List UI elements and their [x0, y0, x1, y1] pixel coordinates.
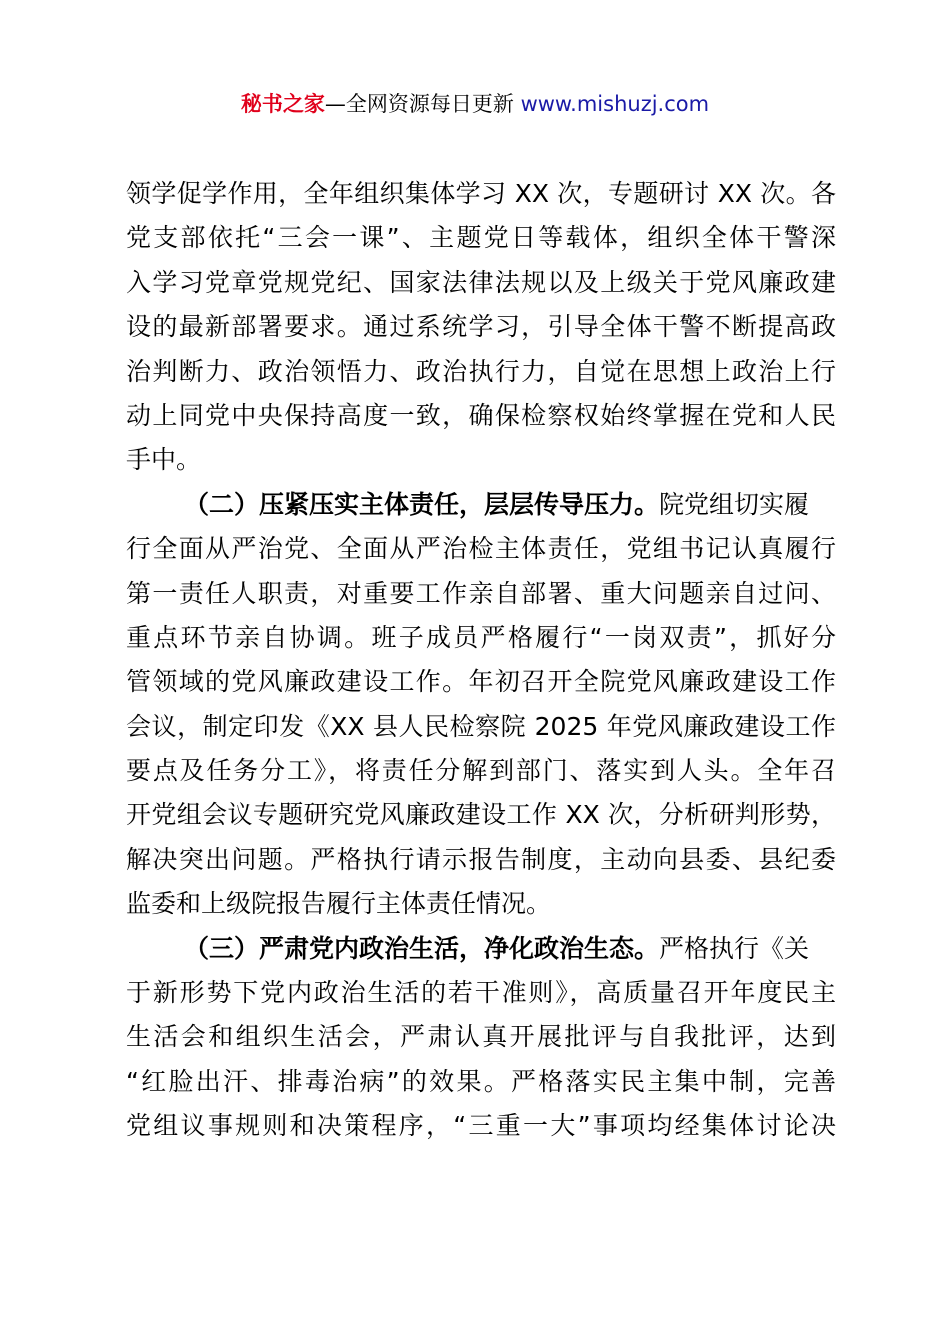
text-line: 治判断力、政治领悟力、政治执行力，自觉在思想上政治上行	[126, 356, 836, 386]
paragraph-first-line	[126, 927, 836, 971]
text-line: 管领域的党风廉政建设工作。年初召开全院党风廉政建设工作	[126, 667, 836, 697]
text-line: 入学习党章党规党纪、国家法律法规以及上级关于党风廉政建	[126, 267, 836, 297]
site-url-link[interactable]: www.mishuzj.com	[520, 92, 710, 116]
site-brand: 秘书之家	[240, 92, 325, 116]
paragraph-2	[126, 483, 836, 927]
section-heading-2: （二）压紧压实主体责任，层层传导压力。	[184, 489, 660, 519]
text-line: 第一责任人职责，对重要工作亲自部署、重大问题亲自过问、	[126, 578, 836, 608]
paragraph-first-line	[126, 483, 836, 527]
section-heading-3: （三）严肃党内政治生活，净化政治生态。	[184, 933, 660, 963]
paragraph-1	[126, 172, 836, 483]
document-body	[126, 172, 836, 1149]
site-tagline: —全网资源每日更新	[324, 92, 514, 116]
text-line: 行全面从严治党、全面从严治检主体责任，党组书记认真履行	[126, 534, 836, 564]
text-line: 党支部依托“三会一课”、主题党日等载体，组织全体干警深	[126, 223, 836, 253]
text-line: 生活会和组织生活会，严肃认真开展批评与自我批评，达到	[126, 1022, 836, 1052]
text-line: 领学促学作用，全年组织集体学习 XX 次，专题研讨 XX 次。各	[126, 179, 836, 208]
text-line: “红脸出汗、排毒治病”的效果。严格落实民主集中制，完善	[126, 1066, 836, 1096]
text-line: 要点及任务分工》，将责任分解到部门、落实到人头。全年召	[126, 756, 836, 786]
paragraph-3	[126, 927, 836, 1149]
heading-continuation: 院党组切实履	[659, 489, 810, 519]
text-line: 党组议事规则和决策程序，“三重一大”事项均经集体讨论决	[126, 1111, 836, 1141]
text-line: 开党组会议专题研究党风廉政建设工作 XX 次，分析研判形势，	[126, 800, 836, 830]
text-line: 设的最新部署要求。通过系统学习，引导全体干警不断提高政	[126, 312, 836, 342]
heading-continuation: 严格执行《关	[659, 933, 810, 963]
site-header	[0, 84, 950, 124]
text-line: 手中。	[126, 445, 202, 475]
text-line: 解决突出问题。严格执行请示报告制度，主动向县委、县纪委	[126, 844, 836, 874]
text-line: 会议，制定印发《XX 县人民检察院 2025 年党风廉政建设工作	[126, 711, 836, 741]
text-line: 动上同党中央保持高度一致，确保检察权始终掌握在党和人民	[126, 400, 836, 430]
text-line: 重点环节亲自协调。班子成员严格履行“一岗双责”，抓好分	[126, 622, 836, 652]
text-line: 于新形势下党内政治生活的若干准则》，高质量召开年度民主	[126, 978, 836, 1008]
text-line: 监委和上级院报告履行主体责任情况。	[126, 889, 552, 919]
